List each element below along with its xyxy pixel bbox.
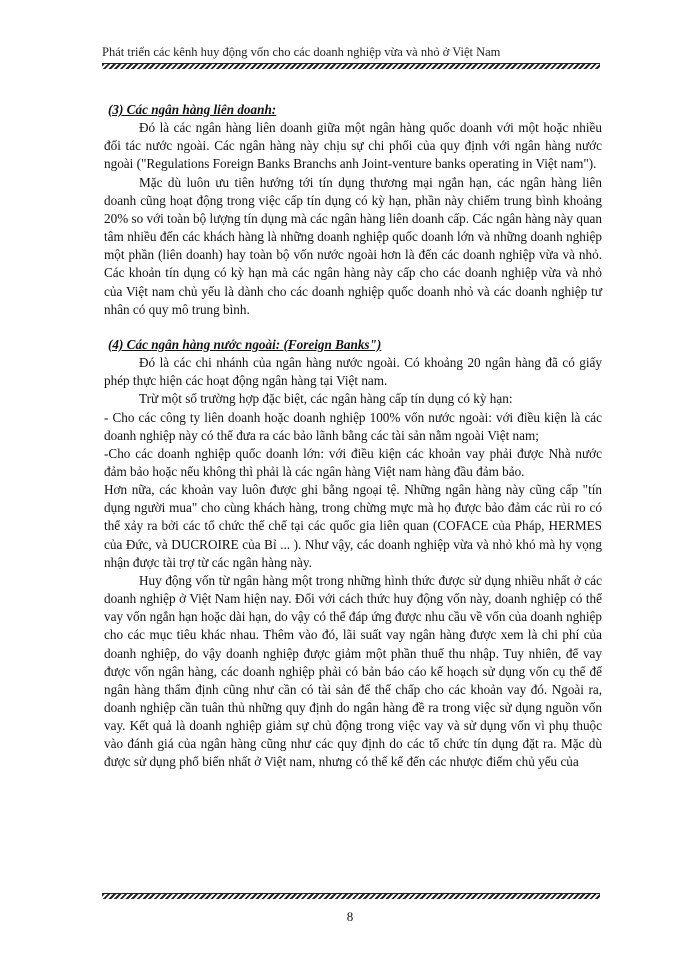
- page-body: [104, 101, 602, 772]
- section-4-paragraph-4: Huy động vốn từ ngân hàng một trong những hình thức được sử dụng nhiều nhất ở các doanh nghiệp ở Việt Nam hiện nay. Đối với cách thức huy động vốn này, doanh nghiệp có thể vay vốn ngắn hạn hoặc dài hạn, do vậy có thể đáp ứng được nhu cầu về vốn của doanh nghiệp cho các mục tiêu khác nhau. Thêm vào đó, lãi suất vay ngân hàng được xem là chi phí của doanh nghiệp, do vậy doanh nghiệp được giảm một phần thuế thu nhập. Tuy nhiên, để vay được vốn ngân hàng, các doanh nghiệp phải có bản báo cáo kế hoạch sử dụng vốn cụ thể để ngân hàng thẩm định cũng như cần có tài sản để thế chấp cho các khoản vay đó. Ngoài ra, doanh nghiệp cần tuân thủ những quy định do ngân hàng đề ra trong việc sử dụng nguồn vốn vay. Kết quả là doanh nghiệp giảm sự chủ động trong việc vay và sử dụng vốn vì phụ thuộc vào đánh giá của ngân hàng cũng như các quy định do các tổ chức tín dụng đặt ra. Mặc dù được sử dụng phổ biến nhất ở Việt nam, nhưng có thể kể đến các nhược điểm chủ yếu của: [104, 572, 602, 770]
- section-4-bullet-1: - Cho các công ty liên doanh hoặc doanh nghiệp 100% vốn nước ngoài: với điều kiện là các doanh nghiệp này có thể đưa ra các bảo lãnh bằng các tài sản nằm ngoài Việt nam;: [104, 409, 602, 443]
- section-3-paragraph-2: Mặc dù luôn ưu tiên hướng tới tín dụng thương mại ngắn hạn, các ngân hàng liên doanh cũng hoạt động trong việc cấp tín dụng có kỳ hạn, phần này chiếm trung bình khoảng 20% so với toàn bộ lượng tín dụng mà các ngân hàng liên doanh cấp. Các ngân hàng này quan tâm nhiều đến các khách hàng là những doanh nghiệp quốc doanh lớn và những doanh nghiệp một phần (liên doanh) hay toàn bộ vốn nước ngoài hơn là đến các doanh nghiệp vừa và nhỏ. Các khoản tín dụng có kỳ hạn mà các ngân hàng này cấp cho các doanh nghiệp vừa và nhỏ của Việt nam chủ yếu là dành cho các doanh nghiệp quốc doanh nhỏ và các doanh nghiệp tư nhân có quy mô trung bình.: [104, 174, 602, 317]
- running-header: Phát triển các kênh huy động vốn cho các doanh nghiệp vừa và nhỏ ở Việt Nam: [102, 45, 501, 59]
- section-4-paragraph-2: Trừ một số trường hợp đặc biệt, các ngân hàng cấp tín dụng có kỳ hạn:: [139, 391, 513, 407]
- section-4-bullet-2: -Cho các doanh nghiệp quốc doanh lớn: với điều kiện các khoản vay phải được Nhà nước đảm bảo hoặc nếu không thì phải là các ngân hàng Việt nam hàng đầu đảm bảo.: [104, 445, 602, 479]
- section-4-paragraph-3: Hơn nữa, các khoản vay luôn được ghi bằng ngoại tệ. Những ngân hàng này cũng cấp "tín dụng người mua" cho cùng khách hàng, trong chừng mực mà họ được bảo đảm các rủi ro có thể xảy ra bởi các tổ chức thế chế tại các quốc gia liên quan (COFACE của Pháp, HERMES của Đức, và DUCROIRE của Bỉ ... ). Như vậy, các doanh nghiệp vừa và nhỏ khó mà hy vọng nhận được tài trợ từ các ngân hàng này.: [104, 482, 602, 570]
- section-3-heading: (3) Các ngân hàng liên doanh:: [108, 102, 277, 117]
- section-4-heading: (4) Các ngân hàng nước ngoài: (Foreign Banks"): [108, 336, 382, 352]
- page-number: 8: [346, 909, 354, 924]
- section-gap: [104, 319, 602, 336]
- section-3-paragraph-1: Đó là các ngân hàng liên doanh giữa một ngân hàng quốc doanh với một hoặc nhiều đối tác nước ngoài. Các ngân hàng này chịu sự chi phối của quy định với ngân hàng nước ngoài ("Regulations Foreign Banks Branchs anh Joint-venture banks operating in Việt nam").: [104, 120, 602, 172]
- footer-divider: [102, 893, 600, 899]
- section-4-paragraph-1: Đó là các chi nhánh của ngân hàng nước ngoài. Có khoảng 20 ngân hàng đã có giấy phép thực hiện các hoạt động ngân hàng tại Việt nam.: [104, 355, 602, 389]
- header-divider: [102, 63, 600, 69]
